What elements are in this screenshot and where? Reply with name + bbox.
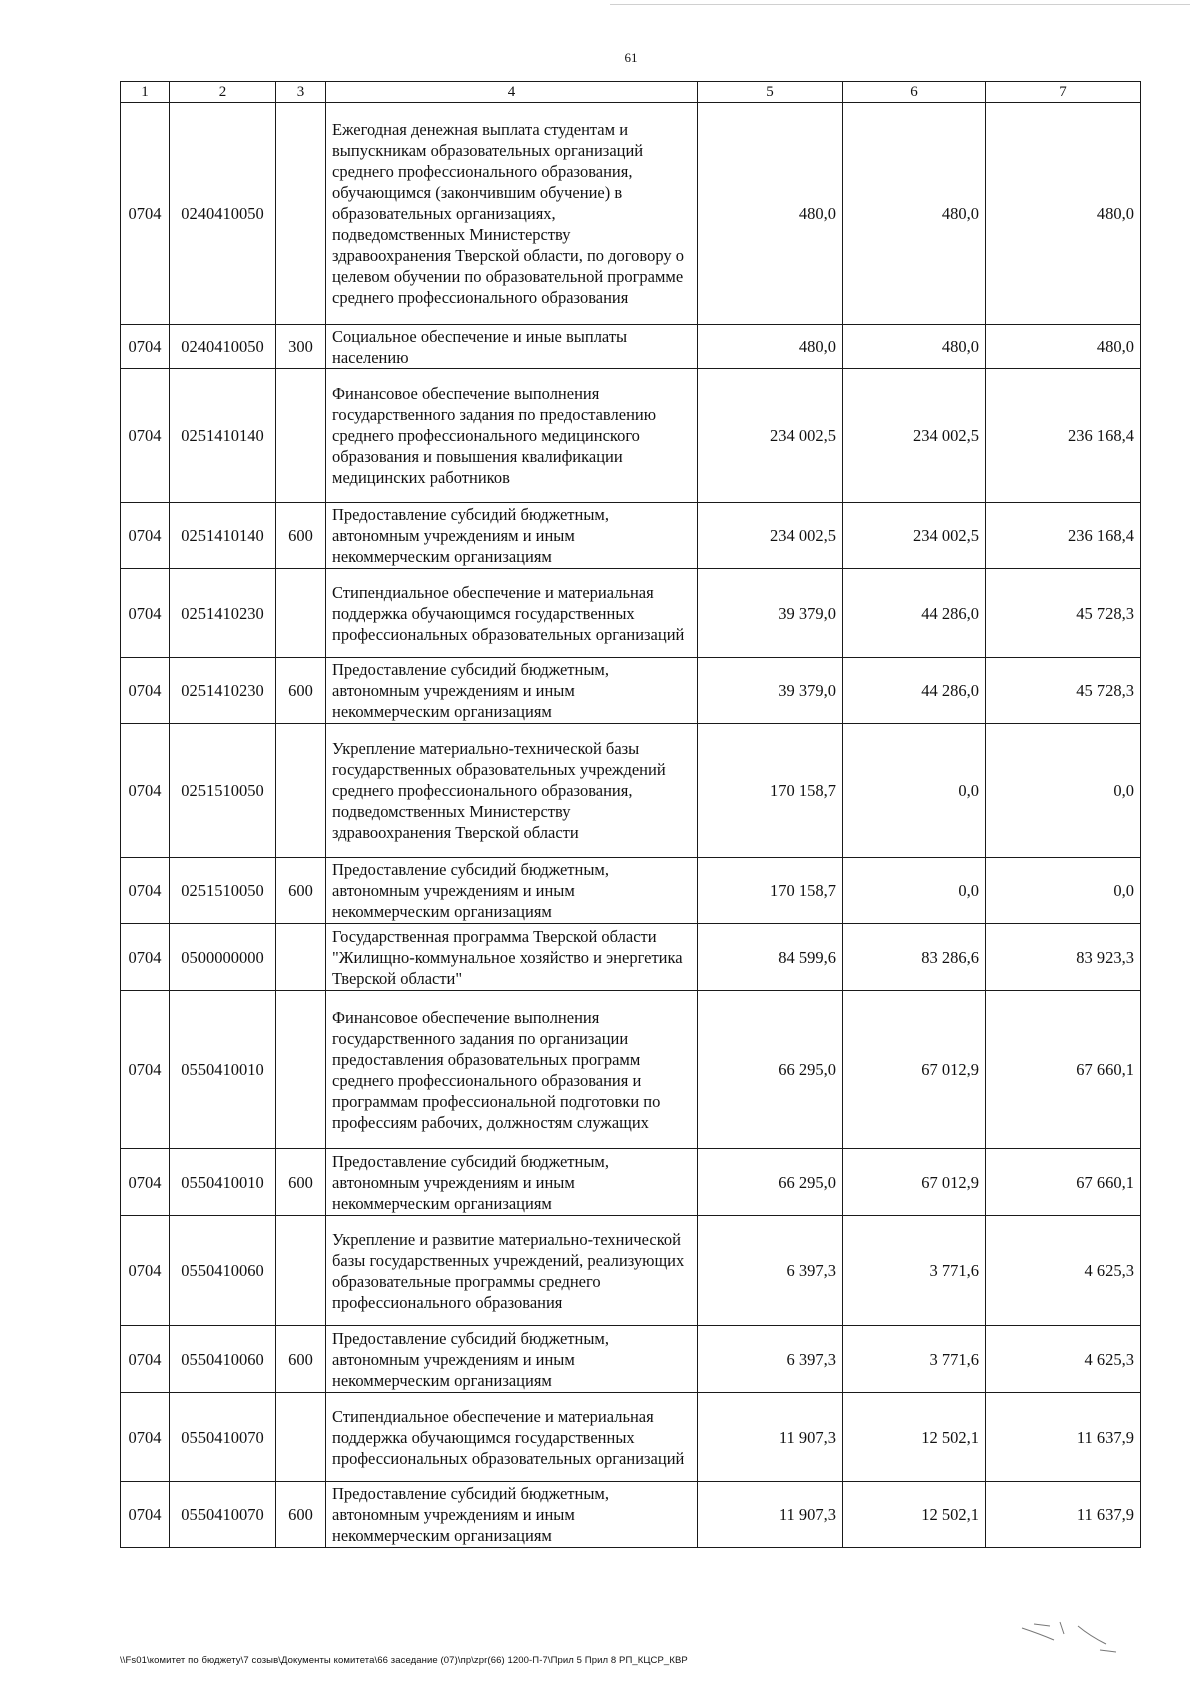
section-code: 0704	[121, 1393, 170, 1482]
row-description: Укрепление материально-технической базы государственных образовательных учреждений среднего профессионального образования, подведомственных Министерству здравоохранения Тверской области	[326, 724, 698, 858]
amount-col-5: 66 295,0	[698, 991, 843, 1149]
section-code: 0704	[121, 858, 170, 924]
amount-col-6: 0,0	[843, 858, 986, 924]
expense-type	[276, 103, 326, 325]
amount-col-6: 44 286,0	[843, 658, 986, 724]
col-header-1: 1	[121, 82, 170, 103]
amount-col-6: 480,0	[843, 103, 986, 325]
amount-col-7: 480,0	[986, 103, 1141, 325]
table-row	[121, 1216, 1141, 1326]
expense-type	[276, 991, 326, 1149]
expense-type	[276, 369, 326, 503]
col-header-5: 5	[698, 82, 843, 103]
row-description: Стипендиальное обеспечение и материальная поддержка обучающимся государственных профессиональных образовательных организаций	[326, 1393, 698, 1482]
section-code: 0704	[121, 924, 170, 991]
target-code: 0550410060	[170, 1326, 276, 1393]
scan-marks	[1020, 1620, 1130, 1660]
row-description: Финансовое обеспечение выполнения государственного задания по предоставлению среднего профессионального медицинского образования и повышения квалификации медицинских работников	[326, 369, 698, 503]
section-code: 0704	[121, 369, 170, 503]
amount-col-6: 480,0	[843, 325, 986, 369]
section-code: 0704	[121, 724, 170, 858]
table-row	[121, 369, 1141, 503]
amount-col-6: 234 002,5	[843, 369, 986, 503]
amount-col-6: 83 286,6	[843, 924, 986, 991]
expense-type	[276, 724, 326, 858]
table-row	[121, 724, 1141, 858]
amount-col-5: 234 002,5	[698, 503, 843, 569]
target-code: 0550410060	[170, 1216, 276, 1326]
table-row	[121, 858, 1141, 924]
amount-col-6: 67 012,9	[843, 991, 986, 1149]
section-code: 0704	[121, 991, 170, 1149]
expense-type: 600	[276, 658, 326, 724]
row-description: Предоставление субсидий бюджетным, автономным учреждениям и иным некоммерческим организациям	[326, 858, 698, 924]
section-code: 0704	[121, 503, 170, 569]
section-code: 0704	[121, 103, 170, 325]
amount-col-6: 44 286,0	[843, 569, 986, 658]
amount-col-7: 0,0	[986, 724, 1141, 858]
amount-col-7: 4 625,3	[986, 1326, 1141, 1393]
footer-file-path: \\Fs01\комитет по бюджету\7 созыв\Документы комитета\66 заседание (07)\пр\zpr(66) 1200-П-7\Прил 5 Прил 8 РП_КЦСР_КВР	[120, 1655, 688, 1666]
section-code: 0704	[121, 1326, 170, 1393]
amount-col-5: 66 295,0	[698, 1149, 843, 1216]
row-description: Предоставление субсидий бюджетным, автономным учреждениям и иным некоммерческим организациям	[326, 1326, 698, 1393]
table-row	[121, 103, 1141, 325]
target-code: 0500000000	[170, 924, 276, 991]
amount-col-7: 480,0	[986, 325, 1141, 369]
amount-col-6: 0,0	[843, 724, 986, 858]
row-description: Социальное обеспечение и иные выплаты населению	[326, 325, 698, 369]
amount-col-5: 170 158,7	[698, 858, 843, 924]
col-header-4: 4	[326, 82, 698, 103]
expense-type	[276, 924, 326, 991]
amount-col-7: 11 637,9	[986, 1393, 1141, 1482]
expense-type	[276, 569, 326, 658]
amount-col-5: 6 397,3	[698, 1326, 843, 1393]
amount-col-6: 12 502,1	[843, 1482, 986, 1548]
col-header-3: 3	[276, 82, 326, 103]
amount-col-5: 480,0	[698, 103, 843, 325]
amount-col-6: 12 502,1	[843, 1393, 986, 1482]
expense-type	[276, 1393, 326, 1482]
row-description: Предоставление субсидий бюджетным, автономным учреждениям и иным некоммерческим организациям	[326, 1149, 698, 1216]
target-code: 0251410230	[170, 658, 276, 724]
table-row	[121, 1482, 1141, 1548]
table-row	[121, 1326, 1141, 1393]
col-header-7: 7	[986, 82, 1141, 103]
table-row	[121, 1393, 1141, 1482]
amount-col-7: 236 168,4	[986, 503, 1141, 569]
section-code: 0704	[121, 325, 170, 369]
page-number: 61	[624, 50, 638, 65]
row-description: Финансовое обеспечение выполнения государственного задания по организации предоставления образовательных программ среднего профессионального образования и программам профессиональной подготовки по профессиям рабочих, должностям служащих	[326, 991, 698, 1149]
target-code: 0240410050	[170, 325, 276, 369]
amount-col-7: 45 728,3	[986, 569, 1141, 658]
table-row	[121, 924, 1141, 991]
expense-type	[276, 1216, 326, 1326]
row-description: Предоставление субсидий бюджетным, автономным учреждениям и иным некоммерческим организациям	[326, 503, 698, 569]
target-code: 0251510050	[170, 858, 276, 924]
amount-col-7: 45 728,3	[986, 658, 1141, 724]
header-row	[121, 82, 1141, 103]
target-code: 0251410140	[170, 503, 276, 569]
table-row	[121, 569, 1141, 658]
budget-table	[120, 81, 1141, 1548]
amount-col-5: 234 002,5	[698, 369, 843, 503]
amount-col-5: 84 599,6	[698, 924, 843, 991]
amount-col-6: 3 771,6	[843, 1216, 986, 1326]
amount-col-7: 4 625,3	[986, 1216, 1141, 1326]
section-code: 0704	[121, 1149, 170, 1216]
expense-type: 300	[276, 325, 326, 369]
amount-col-5: 39 379,0	[698, 658, 843, 724]
table-row	[121, 658, 1141, 724]
amount-col-7: 236 168,4	[986, 369, 1141, 503]
amount-col-5: 480,0	[698, 325, 843, 369]
row-description: Укрепление и развитие материально-технической базы государственных учреждений, реализующих образовательные программы среднего профессионального образования	[326, 1216, 698, 1326]
scan-edge-line	[610, 4, 1190, 5]
section-code: 0704	[121, 1482, 170, 1548]
amount-col-6: 3 771,6	[843, 1326, 986, 1393]
amount-col-5: 11 907,3	[698, 1482, 843, 1548]
target-code: 0240410050	[170, 103, 276, 325]
section-code: 0704	[121, 569, 170, 658]
amount-col-5: 11 907,3	[698, 1393, 843, 1482]
row-description: Ежегодная денежная выплата студентам и выпускникам образовательных организаций среднего профессионального образования, обучающимся (закончившим обучение) в образовательных организациях, подведомственных Министерству здравоохранения Тверской области, по договору о целевом обучении по образовательной программе среднего профессионального образования	[326, 103, 698, 325]
target-code: 0251410140	[170, 369, 276, 503]
table-row	[121, 325, 1141, 369]
expense-type: 600	[276, 503, 326, 569]
section-code: 0704	[121, 1216, 170, 1326]
amount-col-5: 170 158,7	[698, 724, 843, 858]
row-description: Стипендиальное обеспечение и материальная поддержка обучающимся государственных профессиональных образовательных организаций	[326, 569, 698, 658]
target-code: 0251510050	[170, 724, 276, 858]
amount-col-7: 67 660,1	[986, 991, 1141, 1149]
amount-col-5: 6 397,3	[698, 1216, 843, 1326]
section-code: 0704	[121, 658, 170, 724]
row-description: Предоставление субсидий бюджетным, автономным учреждениям и иным некоммерческим организациям	[326, 1482, 698, 1548]
amount-col-7: 67 660,1	[986, 1149, 1141, 1216]
col-header-2: 2	[170, 82, 276, 103]
target-code: 0550410070	[170, 1482, 276, 1548]
target-code: 0550410010	[170, 1149, 276, 1216]
amount-col-7: 0,0	[986, 858, 1141, 924]
expense-type: 600	[276, 858, 326, 924]
target-code: 0251410230	[170, 569, 276, 658]
table-row	[121, 991, 1141, 1149]
table-row	[121, 1149, 1141, 1216]
row-description: Государственная программа Тверской области "Жилищно-коммунальное хозяйство и энергетика Тверской области"	[326, 924, 698, 991]
table-row	[121, 503, 1141, 569]
target-code: 0550410010	[170, 991, 276, 1149]
amount-col-6: 234 002,5	[843, 503, 986, 569]
expense-type: 600	[276, 1149, 326, 1216]
amount-col-6: 67 012,9	[843, 1149, 986, 1216]
row-description: Предоставление субсидий бюджетным, автономным учреждениям и иным некоммерческим организациям	[326, 658, 698, 724]
amount-col-7: 83 923,3	[986, 924, 1141, 991]
col-header-6: 6	[843, 82, 986, 103]
expense-type: 600	[276, 1326, 326, 1393]
expense-type: 600	[276, 1482, 326, 1548]
amount-col-5: 39 379,0	[698, 569, 843, 658]
target-code: 0550410070	[170, 1393, 276, 1482]
amount-col-7: 11 637,9	[986, 1482, 1141, 1548]
